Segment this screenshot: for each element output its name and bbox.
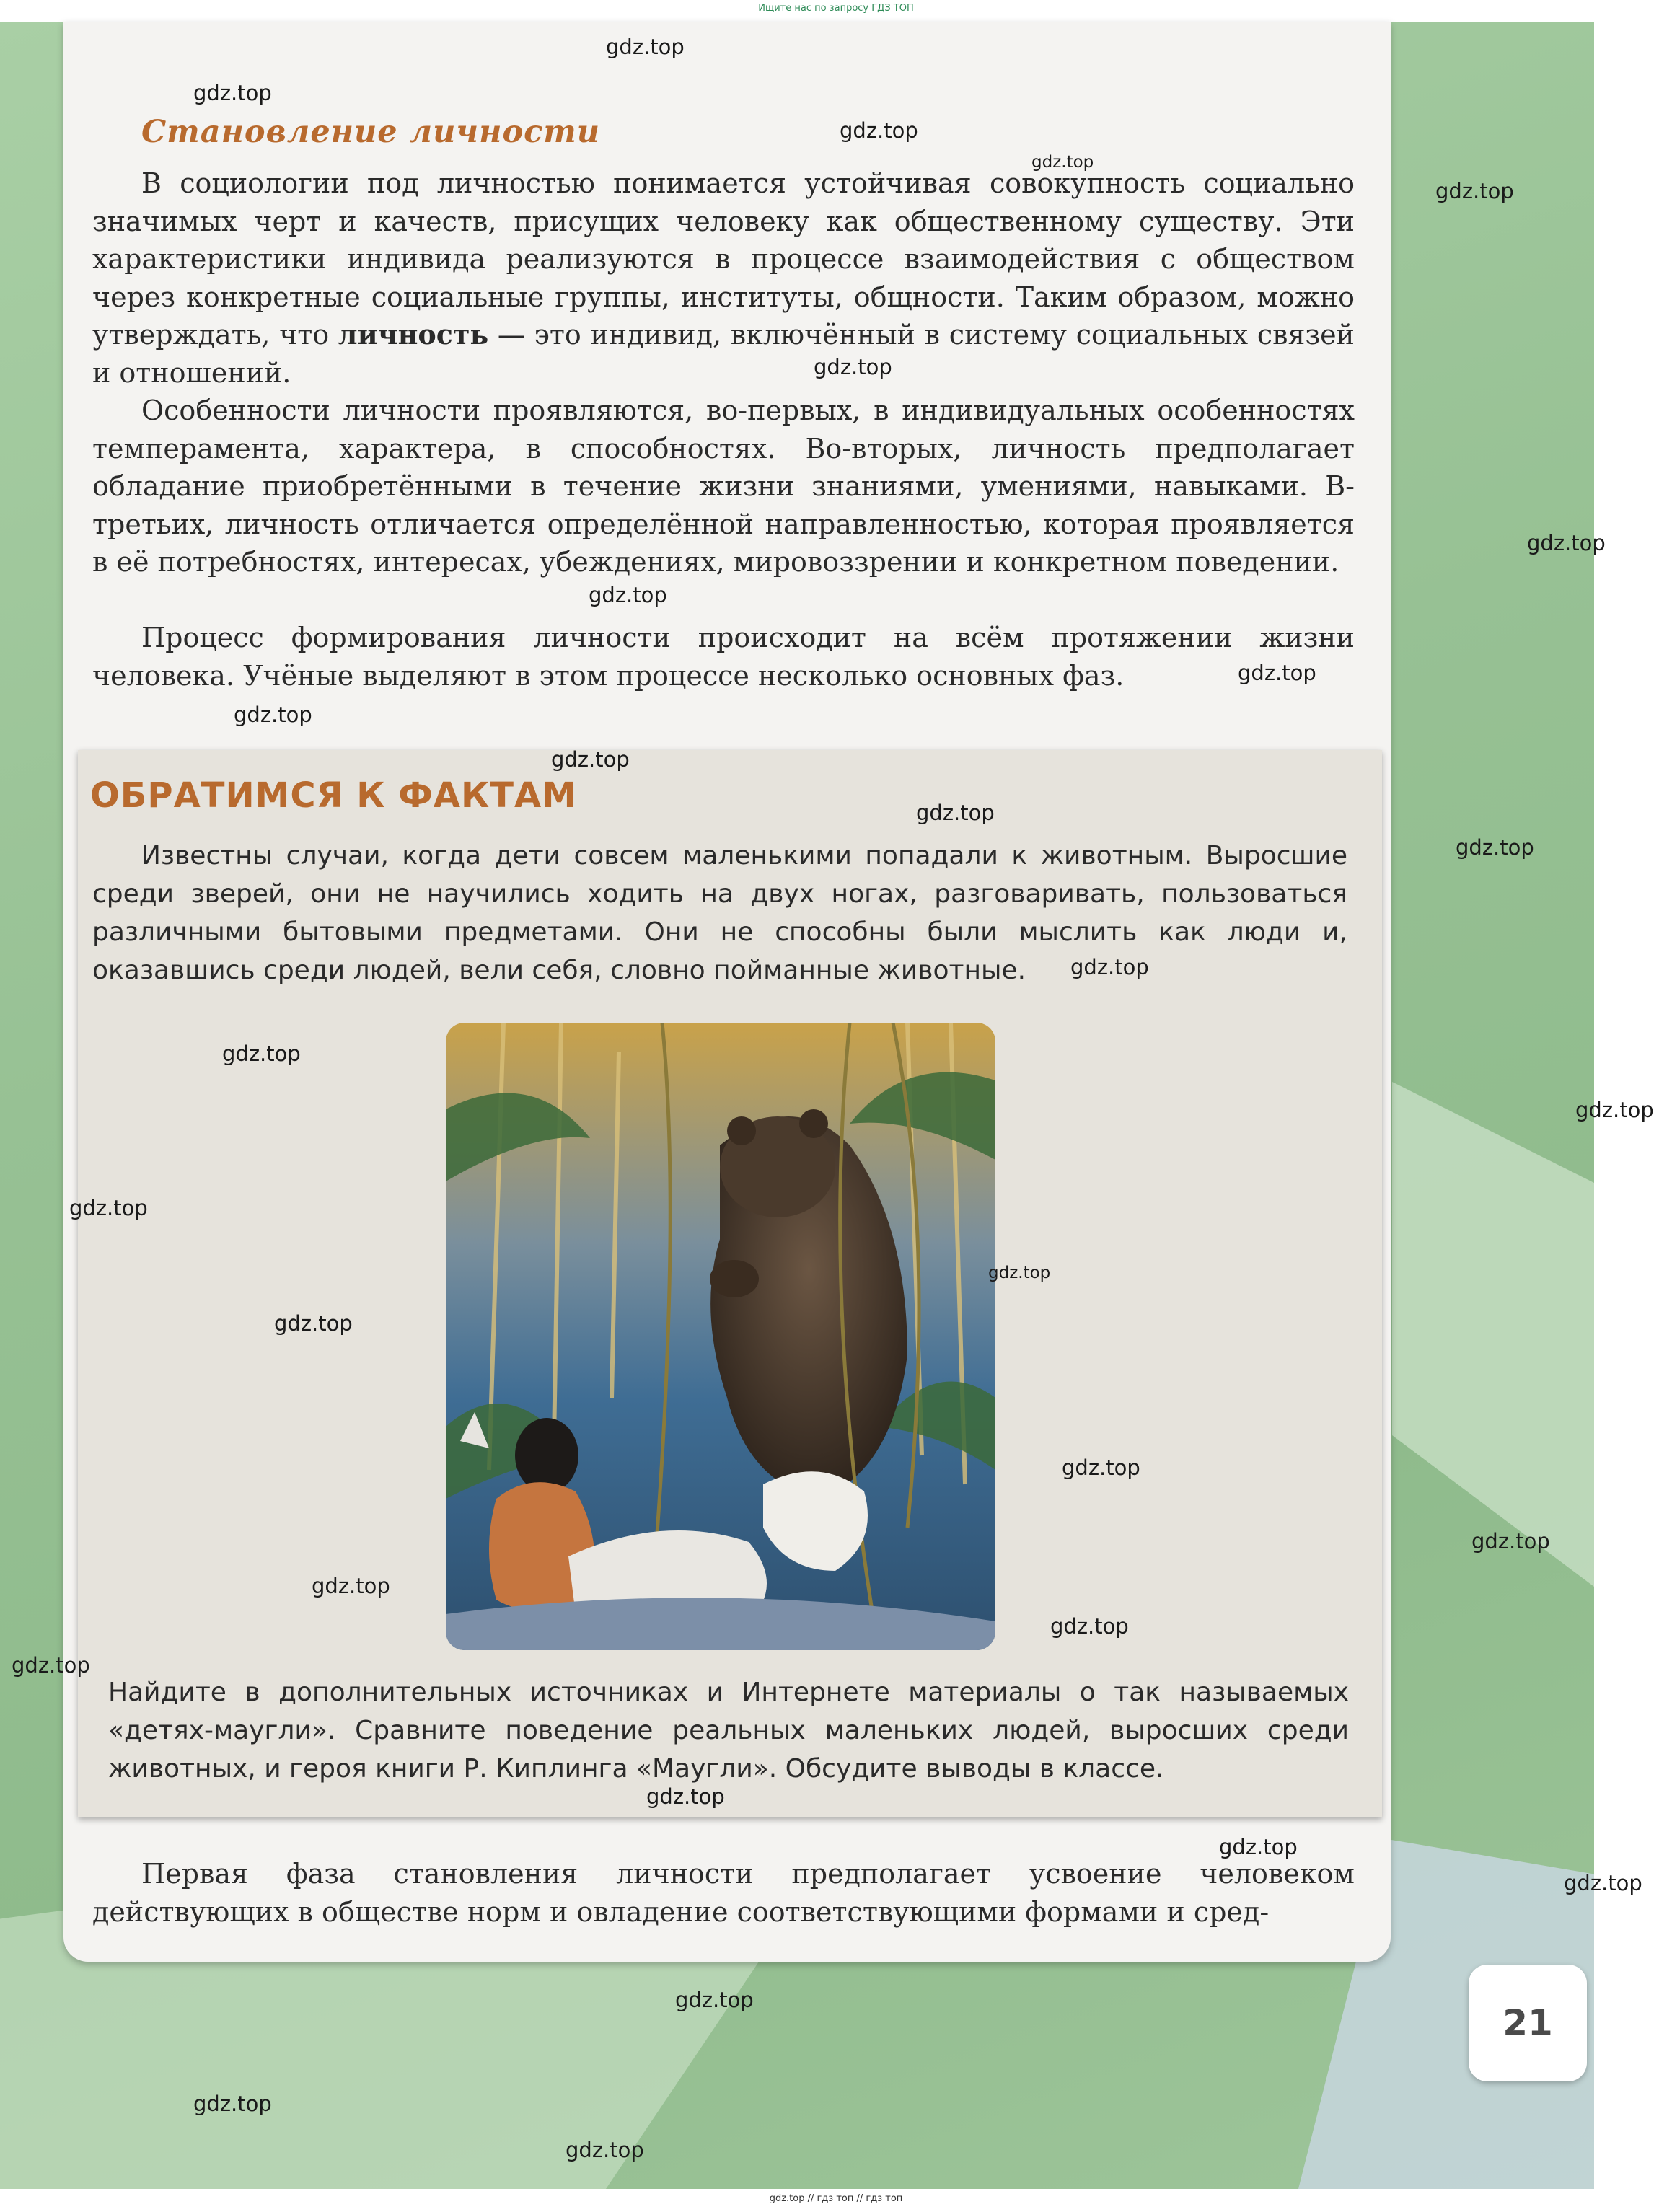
watermark: gdz.top (1062, 1455, 1140, 1480)
watermark: gdz.top (1471, 1529, 1550, 1554)
watermark: gdz.top (1238, 661, 1316, 685)
watermark: gdz.top (589, 583, 667, 607)
watermark: gdz.top (916, 801, 995, 825)
watermark: gdz.top (69, 1196, 148, 1220)
page-number-box (1469, 1965, 1587, 2081)
section-title: Становление личности (141, 114, 601, 150)
watermark: gdz.top (1219, 1835, 1298, 1859)
watermark: gdz.top (814, 355, 892, 379)
watermark: gdz.top (646, 1784, 725, 1809)
watermark: gdz.top (988, 1264, 1051, 1282)
watermark: gdz.top (1070, 955, 1149, 979)
watermark: gdz.top (606, 35, 685, 59)
watermark: gdz.top (1527, 531, 1606, 555)
watermark: gdz.top (222, 1041, 301, 1066)
paragraph-1-text: В социологии под личностью понимается устойчивая совокупность социально значимых черт и качеств, присущих человеку как общественному существу. Эти характеристики индивида реализуются в процессе взаимодействия с обществом через конкретные социальные группы, институты, общности. Таким образом, можно утверждать, что (92, 167, 1355, 351)
watermark: gdz.top (1031, 153, 1094, 172)
paragraph-1-text-end: — это индивид, включённый в систему социальных связей и отношений. (92, 319, 1355, 389)
watermark: gdz.top (234, 702, 312, 727)
watermark: gdz.top (1456, 835, 1534, 860)
watermark: gdz.top (675, 1988, 754, 2012)
watermark: gdz.top (1575, 1098, 1654, 1122)
term-lichnost: личность (338, 318, 489, 351)
watermark: gdz.top (12, 1653, 90, 1678)
mowgli-illustration (446, 1023, 995, 1650)
paragraph-3: Процесс формирования личности происходит на всём протяжении жизни человека. Учёные выделяют в этом процессе несколько основных фаз. (92, 622, 1355, 692)
watermark: gdz.top (193, 81, 272, 105)
facts-text: Известны случаи, когда дети совсем маленькими попадали к животным. Выросшие среди зверей, они не научились ходить на двух ногах, разговаривать, пользоваться различными бытовыми предметами. Они не способны были мыслить как люди и, оказавшись среди людей, вели себя, словно пойманные животные. (92, 841, 1347, 985)
page-number: 21 (1502, 2002, 1553, 2044)
watermark: gdz.top (312, 1574, 390, 1598)
watermark: gdz.top (193, 2092, 272, 2116)
paragraph-last: Первая фаза становления личности предполагает усвоение человеком действующих в обществе норм и овладение соответствующими формами и сред- (92, 1858, 1355, 1928)
bottom-note: gdz.top // гдз топ // гдз топ (769, 2193, 903, 2204)
facts-title: ОБРАТИМСЯ К ФАКТАМ (90, 775, 577, 816)
facts-task: Найдите в дополнительных источниках и Интернете материалы о так называемых «детях-маугли». Сравните поведение реальных маленьких людей, выросших среди животных, и героя книги Р. Киплинга «Маугли». Обсудите выводы в классе. (108, 1678, 1349, 1784)
watermark: gdz.top (1435, 179, 1514, 203)
mowgli-bear-wolves-picture (446, 1023, 995, 1650)
watermark: gdz.top (1564, 1871, 1642, 1895)
top-note: Ищите нас по запросу ГДЗ ТОП (758, 3, 914, 14)
watermark: gdz.top (551, 747, 630, 772)
watermark: gdz.top (274, 1311, 353, 1336)
watermark: gdz.top (566, 2138, 644, 2162)
paragraph-1 (92, 164, 1355, 392)
watermark: gdz.top (1050, 1614, 1129, 1639)
paragraph-2: Особенности личности проявляются, во-первых, в индивидуальных особенностях темперамента, характера, в способностях. Во-вторых, личность предполагает обладание приобретёнными в течение жизни знаниями, умениями, навыками. В-третьих, личность отличается определённой направленностью, которая проявляется в её потребностях, интересах, убеждениях, мировоззрении и конкретном поведении. (92, 395, 1355, 578)
watermark: gdz.top (840, 118, 918, 143)
